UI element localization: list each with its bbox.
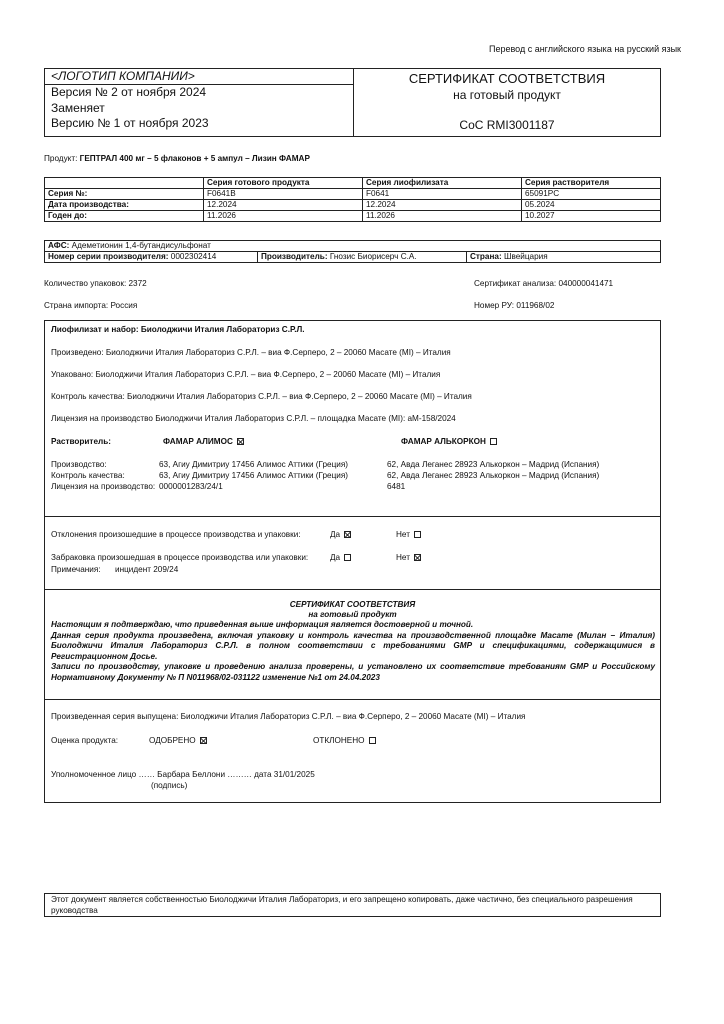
- batch-row-label: Годен до:: [45, 211, 204, 222]
- country-value: Швейцария: [503, 252, 548, 261]
- batch-col-2: Серия лиофилизата: [363, 178, 522, 189]
- rejection-label: Забраковка произошедшая в процессе производства или упаковки:: [51, 553, 309, 562]
- lyophilizate-packed: Упаковано: Биолоджичи Италия Лабораториз С.Р.Л. – виа Ф.Серперо, 2 – 20060 Масате (MI) – Италия: [51, 370, 441, 379]
- unchecked-box-icon: [344, 554, 351, 561]
- table-row: [45, 189, 661, 200]
- batch-row-label: Дата производства:: [45, 200, 204, 211]
- unchecked-box-icon: [414, 531, 421, 538]
- solvent-option-alcorcon: [401, 437, 497, 447]
- cert-paragraph-1: Настоящим я подтверждаю, что приведенная выше информация является достоверной и точной.: [51, 620, 474, 629]
- product-line: [44, 154, 310, 164]
- batch-table: [44, 177, 661, 222]
- manufacturer-label: Производитель:: [261, 252, 328, 261]
- batch-cell: 65091PC: [522, 189, 661, 200]
- solvent-row-label: Контроль качества:: [51, 471, 125, 480]
- solvent-row-v2: 6481: [387, 482, 406, 491]
- country-label: Страна:: [470, 252, 502, 261]
- main-box: [44, 320, 661, 803]
- solvent-row-label: Лицензия на производство:: [51, 482, 156, 491]
- replaces-text: Заменяет: [51, 100, 105, 115]
- solvent-row-v2: 62, Авда Леганес 28923 Алькоркон – Мадрид (Испания): [387, 471, 600, 480]
- solvent-row-v2: 62, Авда Леганес 28923 Алькоркон – Мадрид (Испания): [387, 460, 600, 469]
- checked-box-icon: [237, 438, 244, 445]
- manufacturer-value: Гнозис Биорисерч С.А.: [329, 252, 417, 261]
- batch-col-3: Серия растворителя: [522, 178, 661, 189]
- mfr-batch-label: Номер серии производителя:: [48, 252, 169, 261]
- batch-cell: F0641B: [204, 189, 363, 200]
- rejection-yes: [330, 553, 351, 563]
- solvent-option-alcorcon-label: ФАМАР АЛЬКОРКОН: [401, 437, 486, 446]
- deviation-yes-label: Да: [330, 530, 341, 539]
- released-by: Произведенная серия выпущена: Биолоджичи Италия Лабораториз С.Р.Л. – виа Ф.Серперо, 2 – 20060 Масате (MI) – Италия: [51, 712, 526, 721]
- solvent-option-alimos: [163, 437, 244, 447]
- product-label: Продукт:: [44, 154, 78, 163]
- rejection-no: [396, 553, 421, 563]
- table-row: [45, 211, 661, 222]
- cert-subtitle: на готовый продукт: [308, 610, 397, 619]
- country-cell: [467, 252, 661, 263]
- checked-box-icon: [414, 554, 421, 561]
- checked-box-icon: [344, 531, 351, 538]
- rejected-label: ОТКЛОНЕНО: [313, 736, 365, 745]
- mfr-batch-value: 0002302414: [170, 252, 217, 261]
- authorized-person: Уполномоченное лицо …… Барбара Беллони ……… дата 31/01/2025: [51, 770, 315, 779]
- batch-cell: F0641: [363, 189, 522, 200]
- solvent-label: Растворитель:: [51, 437, 111, 446]
- solvent-row-v1: 0000001283/24/1: [159, 482, 223, 491]
- batch-cell: 10.2027: [522, 211, 661, 222]
- packages-count: Количество упаковок: 2372: [44, 279, 147, 288]
- logo-placeholder: <ЛОГОТИП КОМПАНИИ>: [51, 69, 195, 83]
- footer-text: Этот документ является собственностью Биолоджичи Италия Лабораториз, и его запрещено копировать, даже частично, без специального разрешения руководства: [51, 895, 633, 915]
- cert-body: [51, 620, 655, 683]
- batch-row-label: Серия №:: [45, 189, 204, 200]
- api-row: [45, 241, 661, 252]
- approved-label: ОДОБРЕНО: [149, 736, 196, 745]
- unchecked-box-icon: [369, 737, 376, 744]
- approved-option: [149, 736, 207, 746]
- batch-cell: 05.2024: [522, 200, 661, 211]
- footer-box: [44, 893, 661, 917]
- unchecked-box-icon: [490, 438, 497, 445]
- notes-label: Примечания:: [51, 565, 101, 574]
- batch-table-header: [45, 178, 661, 189]
- doc-title: СЕРТИФИКАТ СООТВЕТСТВИЯ: [408, 71, 606, 86]
- import-country: Страна импорта: Россия: [44, 301, 138, 310]
- deviation-label: Отклонения произошедшие в процессе производства и упаковки:: [51, 530, 301, 539]
- cert-title: СЕРТИФИКАТ СООТВЕТСТВИЯ: [289, 600, 416, 609]
- api-table: [44, 240, 661, 263]
- batch-col-0: [45, 178, 204, 189]
- doc-subtitle: на готовый продукт: [453, 88, 561, 102]
- mfr-batch-cell: [45, 252, 258, 263]
- header-box: [44, 68, 661, 137]
- signature-caption: (подпись): [151, 781, 188, 790]
- lyophilizate-license: Лицензия на производство Биолоджичи Италия Лабораториз С.Р.Л. – площадка Масате (MI): aM-158/2024: [51, 414, 456, 423]
- cert-paragraph-2: Данная серия продукта произведена, включая упаковку и контроль качества на производственной площадке Масате (Милан – Италия) Биолоджичи Италия Лабораториз С.Р.Л. в полном соответствии с требованиями GMP и спецификациями, содержащимися в Регистрационном Досье.: [51, 630, 655, 661]
- rejected-option: [313, 736, 376, 746]
- deviation-no-label: Нет: [396, 530, 410, 539]
- deviation-no: [396, 530, 421, 540]
- rejection-no-label: Нет: [396, 553, 410, 562]
- checked-box-icon: [200, 737, 207, 744]
- batch-cell: 11.2026: [363, 211, 522, 222]
- batch-col-1: Серия готового продукта: [204, 178, 363, 189]
- notes-value: инцидент 209/24: [115, 565, 179, 574]
- lyophilizate-title: Лиофилизат и набор: Биолоджичи Италия Лабораториз С.Р.Л.: [51, 325, 305, 334]
- translation-note: Перевод с английского языка на русский язык: [488, 44, 681, 54]
- solvent-row-v1: 63, Агиу Димитриу 17456 Алимос Аттики (Греция): [159, 471, 349, 480]
- table-row: [45, 200, 661, 211]
- batch-cell: 12.2024: [204, 200, 363, 211]
- solvent-row-label: Производство:: [51, 460, 107, 469]
- solvent-row-v1: 63, Агиу Димитриу 17456 Алимос Аттики (Греция): [159, 460, 349, 469]
- version-text: Версия № 2 от ноября 2024: [51, 85, 207, 99]
- previous-version-text: Версию № 1 от ноября 2023: [51, 116, 209, 130]
- lyophilizate-qc: Контроль качества: Биолоджичи Италия Лабораториз С.Р.Л. – виа Ф.Серперо, 2 – 20060 Масате (MI) – Италия: [51, 392, 472, 401]
- ru-number: Номер РУ: 011968/02: [474, 301, 555, 310]
- analysis-cert: Сертификат анализа: 040000041471: [474, 279, 614, 288]
- rejection-yes-label: Да: [330, 553, 341, 562]
- api-label: АФС:: [48, 241, 70, 250]
- api-value: Адеметионин 1,4-бутандисульфонат: [71, 241, 211, 250]
- batch-cell: 12.2024: [363, 200, 522, 211]
- lyophilizate-produced: Произведено: Биолоджичи Италия Лабораториз С.Р.Л. – виа Ф.Серперо, 2 – 20060 Масате (MI) – Италия: [51, 348, 451, 357]
- product-value: ГЕПТРАЛ 400 мг – 5 флаконов + 5 ампул – Лизин ФАМАР: [79, 154, 310, 163]
- cert-paragraph-3: Записи по производству, упаковке и проведению анализа проверены, и установлено их соответствие требованиям GMP и Российскому Нормативному Документу № П N011968/02-031122 изменение №1 от 24.04.2023: [51, 662, 655, 682]
- assessment-label: Оценка продукта:: [51, 736, 119, 745]
- coc-number: CoC RMI3001187: [459, 118, 555, 132]
- manufacturer-cell: [258, 252, 467, 263]
- deviation-yes: [330, 530, 351, 540]
- batch-cell: 11.2026: [204, 211, 363, 222]
- solvent-option-alimos-label: ФАМАР АЛИМОС: [163, 437, 233, 446]
